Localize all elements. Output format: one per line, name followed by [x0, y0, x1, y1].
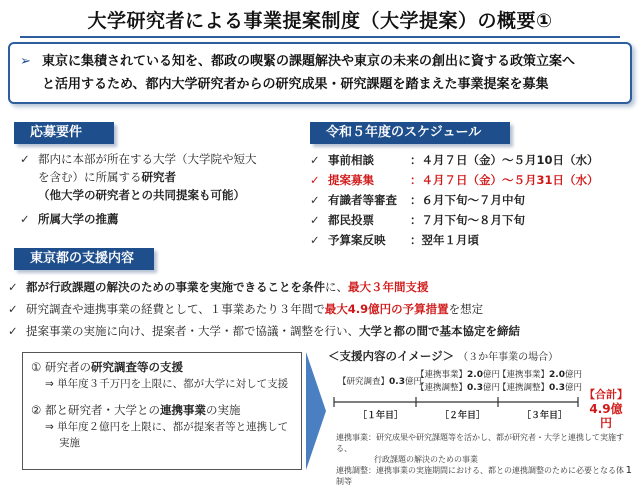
schedule-value: ：翌年１月頃 — [410, 233, 479, 247]
diagram-notes: 連携事業：研究成果や研究課題等を活かし、都が研究者・大学と連携して実施する、 行政課題の解決のための事業 連携調整：連携事業の実施期間における、都との連携調整のために必要となる体制等 — [336, 433, 624, 486]
schedule-item — [310, 150, 599, 170]
title-underline — [20, 36, 620, 38]
item-number: ① — [31, 360, 42, 374]
support-highlight: 最大３年間支援 — [348, 280, 429, 294]
intro-line-2: と活用するため、都内大学研究者からの研究成果・研究課題を踏まえた事業提案を募集 — [42, 77, 549, 92]
diagram-title: ＜支援内容のイメージ＞ — [328, 349, 455, 363]
check-icon: ✓ — [8, 324, 18, 338]
list-item — [8, 298, 632, 320]
requirement-text-bold: 研究者 — [141, 170, 176, 184]
item-number: ② — [31, 403, 42, 417]
page-title: 大学研究者による事業提案制度（大学提案）の概要① — [87, 10, 553, 32]
detail-sub: ⇒ 単年度３千万円を上限に、都が大学に対して支援 — [45, 378, 289, 390]
schedule-value: ：４月７日（金）～５月31日（水） — [410, 173, 599, 187]
check-icon: ✓ — [310, 193, 320, 207]
detail-text: 都と研究者・大学との — [44, 403, 160, 417]
arrow-bullet-icon: ➢ — [20, 54, 31, 69]
detail-text-bold: 連携事業 — [159, 403, 206, 417]
check-icon: ✓ — [310, 153, 320, 167]
requirement-text: 所属大学の推薦 — [38, 212, 119, 226]
list-item — [8, 276, 632, 298]
requirements-list — [20, 150, 290, 228]
cost-label: 【連携調整】0.3億円 — [498, 383, 582, 393]
support-list — [8, 276, 632, 342]
requirement-text: を含む）に所属する — [38, 170, 142, 184]
right-arrow-icon — [306, 352, 326, 470]
intro-row — [20, 50, 620, 73]
check-icon: ✓ — [20, 212, 30, 226]
schedule-item — [310, 170, 599, 190]
support-text-bold: 大学と都の間で基本協定を締結 — [359, 324, 521, 338]
list-item — [20, 150, 290, 204]
diagram-title-note: （３か年事業の場合） — [458, 352, 559, 363]
schedule-label: 有識者等審査 — [328, 193, 397, 207]
check-icon: ✓ — [8, 280, 18, 294]
schedule-label: 都民投票 — [328, 213, 374, 227]
schedule-heading: 令和５年度のスケジュール — [310, 122, 510, 144]
requirement-text: 都内に本部が所在する大学（大学院や短大 — [38, 152, 257, 166]
intro-line-1: 東京に集積されている知を、都政の喫緊の課題解決や東京の未来の創出に資する政策立案へ — [42, 54, 576, 69]
support-text: を想定 — [448, 302, 484, 316]
page-number: 1 — [625, 465, 632, 476]
schedule-label: 予算案反映 — [328, 233, 386, 247]
list-item — [20, 210, 290, 228]
schedule-item — [310, 190, 599, 210]
support-text: 都が行政課題の解決のための事業を実施できることを条件 — [26, 280, 325, 294]
cost-label: 【連携事業】2.0億円 — [416, 370, 500, 380]
schedule-value: ：７月下旬～８月下旬 — [410, 213, 525, 227]
support-text: 提案事業の実施に向け、提案者・大学・都で協議・調整を行い、 — [26, 324, 360, 338]
detail-text-bold: 研究調査等の支援 — [90, 360, 183, 374]
schedule-label: 提案募集 — [328, 173, 374, 187]
schedule-value: ：６月下旬～７月中旬 — [410, 193, 525, 207]
check-icon: ✓ — [310, 173, 320, 187]
check-icon: ✓ — [310, 213, 320, 227]
list-item — [8, 320, 632, 342]
schedule-label: 事前相談 — [328, 153, 374, 167]
check-icon: ✓ — [20, 152, 30, 166]
cost-label: 【連携調整】0.3億円 — [416, 383, 500, 393]
detail-sub: ⇒ 単年度２億円を上限に、都が提案者等と連携して — [45, 421, 289, 433]
check-icon: ✓ — [8, 302, 18, 316]
total-cost: 【合計】 4.9億円 — [584, 388, 628, 430]
intro-box — [8, 42, 632, 104]
detail-text: 研究者の — [44, 360, 91, 374]
year-2-label: ［２年目］ — [440, 411, 486, 421]
year-1-label: ［１年目］ — [358, 411, 404, 421]
cost-label: 【研究調査】0.3億円 — [338, 377, 422, 387]
support-detail-box — [22, 352, 302, 470]
detail-sub: 実施 — [59, 437, 80, 449]
timeline-axis — [332, 396, 580, 408]
intro-row — [20, 73, 620, 96]
detail-text: の実施 — [205, 403, 241, 417]
year-3-label: ［３年目］ — [522, 411, 568, 421]
requirement-note: （他大学の研究者との共同提案も可能） — [38, 188, 245, 202]
requirements-heading: 応募要件 — [14, 122, 114, 144]
check-icon: ✓ — [310, 233, 320, 247]
schedule-list — [310, 150, 599, 250]
schedule-value: ：４月７日（金）～５月10日（水） — [410, 153, 599, 167]
schedule-item — [310, 210, 599, 230]
support-text: に、 — [325, 280, 348, 294]
cost-label: 【連携事業】2.0億円 — [498, 370, 582, 380]
support-image-diagram — [328, 348, 628, 486]
support-highlight: 最大4.9億円の予算措置 — [324, 302, 449, 316]
support-heading: 東京都の支援内容 — [14, 248, 154, 270]
support-text: 研究調査や連携事業の経費として、１事業あたり３年間で — [26, 302, 325, 316]
schedule-item — [310, 230, 599, 250]
